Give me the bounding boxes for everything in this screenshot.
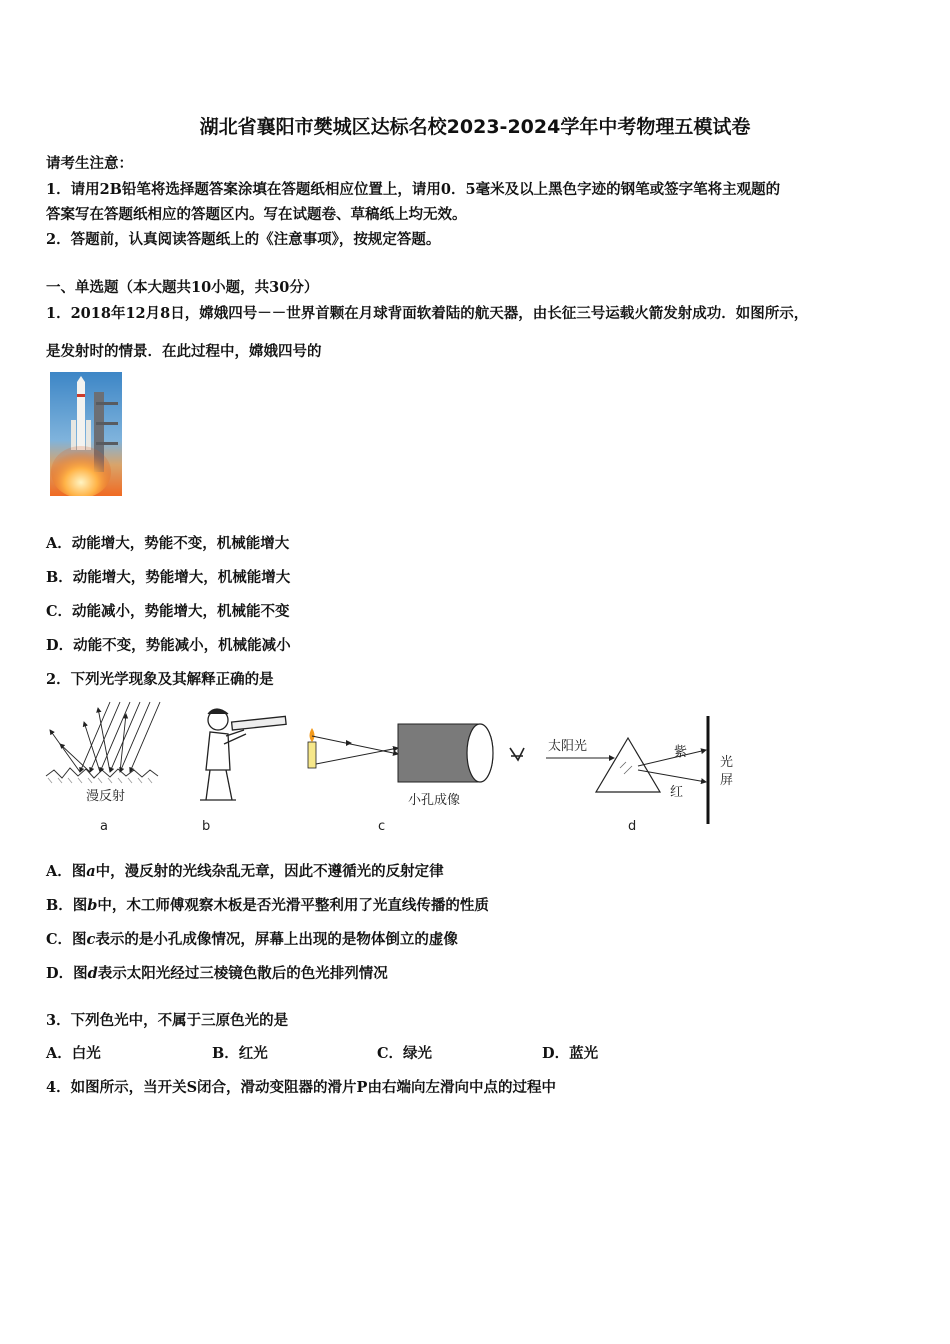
section-heading: 一、单选题（本大题共10小题，共30分） xyxy=(46,279,319,296)
label-red: 红 xyxy=(670,785,684,800)
label-screen-1: 光 xyxy=(720,755,734,770)
q3-option-a: A．白光 xyxy=(46,1045,101,1062)
figure-d-prism-dispersion xyxy=(546,716,733,834)
q3-option-c: C．绿光 xyxy=(377,1045,433,1062)
label-d: d xyxy=(628,819,637,834)
q4-stem: 4．如图所示，当开关S闭合，滑动变阻器的滑片P由右端向左滑向中点的过程中 xyxy=(46,1079,556,1096)
caption-diffuse: 漫反射 xyxy=(86,789,126,804)
notice-item-1-line-2: 答案写在答题纸相应的答题区内。写在试题卷、草稿纸上均无效。 xyxy=(46,206,467,223)
q3-option-b: B．红光 xyxy=(212,1045,268,1062)
figure-c-pinhole-camera xyxy=(308,724,524,834)
label-b: b xyxy=(202,819,211,834)
notice-heading: 请考生注意： xyxy=(46,155,133,172)
label-violet: 紫 xyxy=(674,745,688,760)
label-a: a xyxy=(100,819,108,834)
q1-stem-line-1: 1．2018年12月8日，嫦娥四号－－世界首颗在月球背面软着陆的航天器，由长征三号运载火箭发射成功．如图所示， xyxy=(46,305,809,322)
page-title: 湖北省襄阳市樊城区达标名校2023-2024学年中考物理五模试卷 xyxy=(199,116,751,138)
q1-stem-line-2: 是发射时的情景．在此过程中，嫦娥四号的 xyxy=(46,343,322,360)
q3-option-d: D．蓝光 xyxy=(542,1045,599,1062)
figure-b-carpenter xyxy=(200,709,286,834)
notice-item-1-line-1: 1．请用2B铅笔将选择题答案涂填在答题纸相应位置上，请用0．5毫米及以上黑色字迹的钢笔或签字笔将主观题的 xyxy=(46,181,781,198)
q2-option-d: D．图d表示太阳光经过三棱镜色散后的色光排列情况 xyxy=(46,965,388,982)
rocket-launch-image xyxy=(50,372,122,496)
figure-a-diffuse-reflection xyxy=(46,702,160,834)
caption-pinhole: 小孔成像 xyxy=(408,793,461,808)
q1-option-d: D．动能不变，势能减小，机械能减小 xyxy=(46,637,291,654)
q2-optics-figure xyxy=(40,700,760,840)
q1-option-c: C．动能减小，势能增大，机械能不变 xyxy=(46,603,290,620)
q2-option-a: A．图a中，漫反射的光线杂乱无章，因此不遵循光的反射定律 xyxy=(46,863,444,880)
label-c: c xyxy=(378,819,386,834)
label-screen-2: 屏 xyxy=(720,773,734,788)
q1-option-b: B．动能增大，势能增大，机械能增大 xyxy=(46,569,291,586)
q2-stem: 2．下列光学现象及其解释正确的是 xyxy=(46,671,274,688)
q3-stem: 3．下列色光中，不属于三原色光的是 xyxy=(46,1012,289,1029)
q2-option-b: B．图b中，木工师傅观察木板是否光滑平整利用了光直线传播的性质 xyxy=(46,897,489,914)
notice-item-2: 2．答题前，认真阅读答题纸上的《注意事项》，按规定答题。 xyxy=(46,231,441,248)
q2-option-c: C．图c表示的是小孔成像情况，屏幕上出现的是物体倒立的虚像 xyxy=(46,931,458,948)
q1-option-a: A．动能增大，势能不变，机械能增大 xyxy=(46,535,290,552)
label-sunlight: 太阳光 xyxy=(548,739,588,754)
